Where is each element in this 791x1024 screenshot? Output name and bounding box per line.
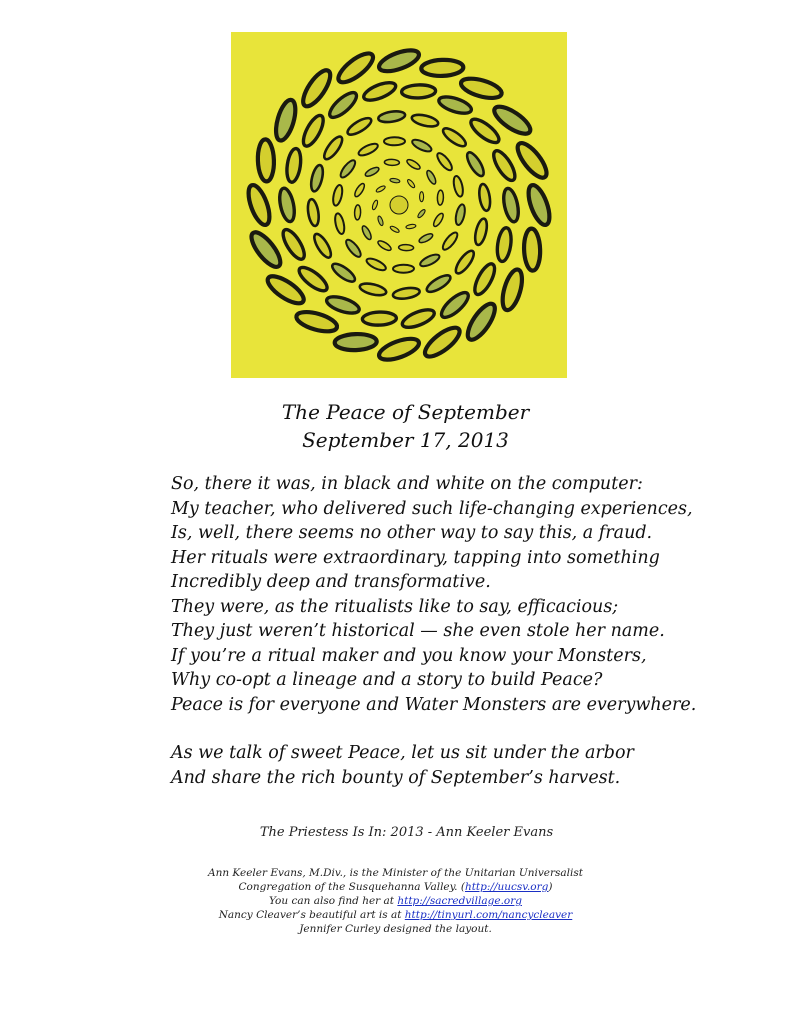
poem-line: If you’re a ritual maker and you know your Monsters, — [171, 645, 647, 666]
footer-line-3-text: You can also find her at — [269, 895, 398, 907]
poem-stanza-1 — [171, 472, 771, 717]
nancycleaver-link[interactable]: http://tinyurl.com/nancycleaver — [404, 909, 573, 921]
leaf-shape — [420, 192, 424, 202]
leaf-shape — [401, 84, 435, 98]
leaf-pattern-illustration — [231, 32, 567, 378]
leaf-shape — [257, 139, 274, 182]
leaf-shape — [354, 205, 361, 220]
leaf-shape — [384, 137, 405, 145]
poem-body — [171, 472, 771, 814]
artwork-image — [231, 32, 567, 378]
footer-line-5: Jennifer Curley designed the layout. — [299, 923, 492, 935]
leaf-shape — [437, 190, 444, 205]
poem-line: Why co-opt a lineage and a story to build Peace? — [171, 670, 603, 690]
poem-line: Is, well, there seems no other way to say this, a fraud. — [171, 523, 653, 543]
footer-line-4-text: Nancy Cleaver’s beautiful art is at — [218, 909, 405, 921]
footer-line-4 — [0, 908, 791, 922]
poem-line: Incredibly deep and transformative. — [171, 572, 491, 592]
footer — [0, 866, 791, 936]
poem-line: So, there it was, in black and white on the computer: — [171, 474, 643, 494]
poem-line: They were, as the ritualists like to say, efficacious; — [171, 596, 619, 617]
poem-credit — [0, 825, 791, 840]
poem-line: And share the rich bounty of September’s harvest. — [171, 767, 621, 788]
poem-line: Peace is for everyone and Water Monsters are everywhere. — [171, 694, 697, 715]
poem-title: The Peace of September — [281, 400, 530, 424]
leaf-shape — [362, 312, 396, 326]
leaf-shape — [393, 265, 414, 273]
poem-line: They just weren’t historical — she even stole her name. — [171, 621, 665, 641]
footer-line-2-close: ) — [548, 881, 553, 893]
poem-line: My teacher, who delivered such life-changing experiences, — [171, 498, 693, 519]
footer-line-3 — [0, 894, 791, 908]
leaf-shape — [421, 59, 464, 76]
poem-title-block — [0, 398, 791, 454]
poem-line: As we talk of sweet Peace, let us sit under the arbor — [171, 743, 634, 763]
credit-text: The Priestess Is In: 2013 - Ann Keeler Evans — [259, 825, 554, 840]
footer-line-2-text: Congregation of the Susquehanna Valley. ( — [238, 881, 465, 893]
sacredvillage-link[interactable]: http://sacredvillage.org — [397, 895, 522, 907]
poem-date: September 17, 2013 — [302, 428, 509, 452]
leaf-shape — [523, 228, 540, 271]
uucsv-link[interactable]: http://uucsv.org — [464, 881, 549, 893]
footer-line-2 — [0, 880, 791, 894]
footer-line-1: Ann Keeler Evans, M.Div., is the Minister of the Unitarian Universalist — [207, 867, 583, 879]
leaf-shape — [398, 244, 413, 251]
poem-stanza-2 — [171, 741, 771, 790]
center-shape — [390, 196, 408, 214]
leaf-shape — [334, 333, 377, 350]
leaf-shape — [384, 159, 399, 166]
poem-line: Her rituals were extraordinary, tapping into something — [171, 547, 660, 568]
